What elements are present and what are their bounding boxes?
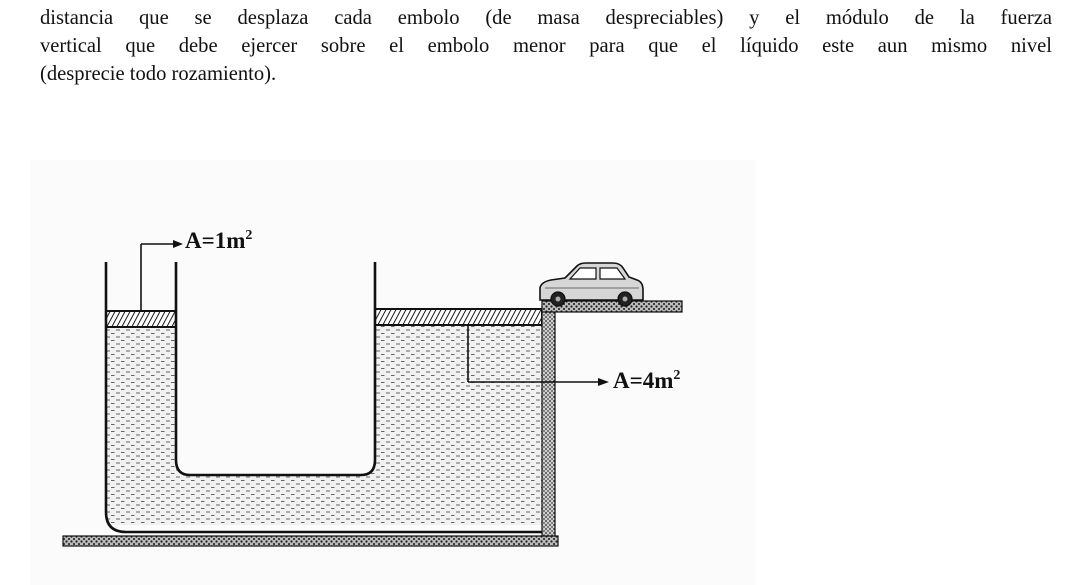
ground: [63, 536, 558, 546]
large-piston-area-label: [613, 368, 680, 394]
problem-line-1: distancia que se desplaza cada embolo (de masa despreciables) y el módulo de la fuerza: [40, 7, 1052, 29]
large-piston-area-text: A=4m: [613, 368, 674, 393]
problem-line-3: (desprecie todo rozamiento).: [40, 63, 277, 85]
problem-line-2: vertical que debe ejercer sobre el embolo menor para que el líquido este aun mismo nivel: [40, 35, 1052, 57]
large-piston-area-exponent: 2: [673, 368, 681, 383]
large-piston: [375, 309, 542, 325]
small-piston-area-exponent: 2: [245, 228, 253, 243]
right-support-wall: [542, 307, 555, 538]
hydraulic-press-figure: [25, 160, 785, 585]
small-piston-area-label: [185, 228, 252, 254]
problem-statement: [40, 4, 1052, 88]
small-piston: [106, 311, 176, 327]
small-piston-area-text: A=1m: [185, 228, 246, 253]
